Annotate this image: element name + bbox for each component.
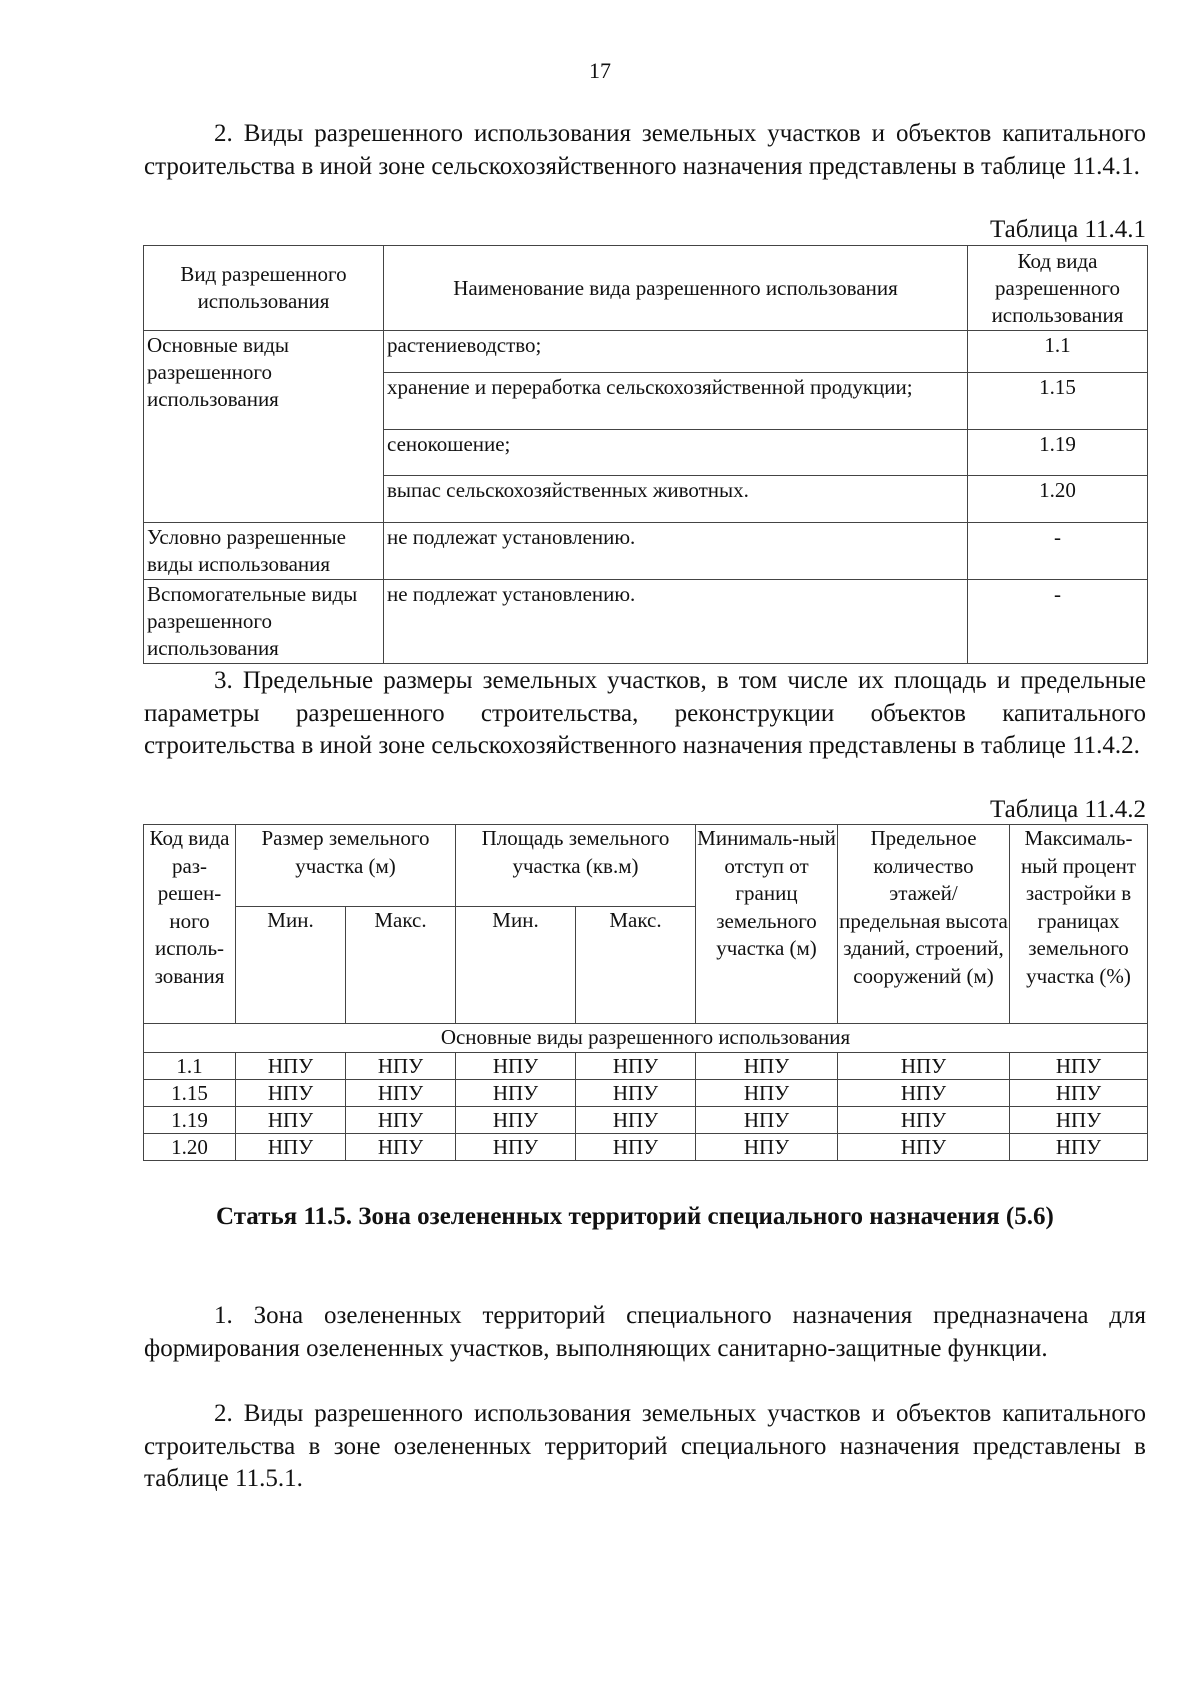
cell: НПУ (236, 1106, 346, 1133)
cell: НПУ (696, 1052, 838, 1079)
cell-code: 1.20 (144, 1133, 236, 1160)
header-use-name: Наименование вида разрешенного использования (384, 246, 968, 331)
use-code: - (968, 580, 1148, 664)
cell: НПУ (456, 1052, 576, 1079)
table-11-4-1-caption: Таблица 11.4.1 (990, 216, 1146, 243)
cell: НПУ (346, 1133, 456, 1160)
table-row (144, 523, 1148, 580)
use-name: не подлежат установлению. (384, 580, 968, 664)
section-main-uses: Основные виды разрешенного использования (144, 1024, 1148, 1053)
header-area-min: Мин. (456, 907, 576, 1024)
table-11-4-1 (143, 245, 1148, 664)
use-code: 1.15 (968, 373, 1148, 430)
header-code: Код вида раз-решен-ного исполь-зования (144, 825, 236, 1024)
cell: НПУ (346, 1106, 456, 1133)
group-conditional-uses: Условно разрешенные виды использования (144, 523, 384, 580)
cell: НПУ (838, 1106, 1010, 1133)
header-max-percent: Максималь-ный процент застройки в границах земельного участка (%) (1010, 825, 1148, 1024)
group-main-uses: Основные виды разрешенного использования (144, 331, 384, 523)
cell: НПУ (576, 1106, 696, 1133)
paragraph-zone-uses-intro (144, 118, 1146, 183)
paragraph-article-1 (144, 1300, 1146, 1365)
table-header-row (144, 246, 1148, 331)
table-11-4-2-caption: Таблица 11.4.2 (990, 796, 1146, 823)
cell: НПУ (1010, 1052, 1148, 1079)
cell: НПУ (236, 1079, 346, 1106)
cell: НПУ (576, 1079, 696, 1106)
use-code: 1.1 (968, 331, 1148, 373)
cell: НПУ (576, 1052, 696, 1079)
cell: НПУ (456, 1106, 576, 1133)
header-size-min: Мин. (236, 907, 346, 1024)
paragraph-text: 1. Зона озелененных территорий специального назначения предназначена для формирования озелененных участков, выполняющих санитарно-защитные функции. (144, 1302, 1146, 1362)
cell: НПУ (838, 1052, 1010, 1079)
header-plot-area: Площадь земельного участка (кв.м) (456, 825, 696, 907)
page-number: 17 (589, 58, 611, 83)
paragraph-text: 3. Предельные размеры земельных участков, в том числе их площадь и предельные параметры разрешенного строительства, реконструкции объектов капитального строительства в иной зоне сельскохозяйственного назначения представлены в таблице 11.4.2. (144, 667, 1146, 759)
cell: НПУ (838, 1133, 1010, 1160)
group-auxiliary-uses: Вспомогательные виды разрешенного использования (144, 580, 384, 664)
table-row (144, 331, 1148, 373)
use-code: - (968, 523, 1148, 580)
table-header-row (144, 825, 1148, 907)
cell: НПУ (236, 1052, 346, 1079)
header-plot-size: Размер земельного участка (м) (236, 825, 456, 907)
paragraph-article-2 (144, 1398, 1146, 1496)
cell: НПУ (236, 1133, 346, 1160)
table-11-4-2 (143, 824, 1148, 1161)
table-row (144, 1106, 1148, 1133)
header-min-indent: Минималь-ный отступ от границ земельного участка (м) (696, 825, 838, 1024)
use-code: 1.20 (968, 476, 1148, 523)
article-heading (144, 1200, 1146, 1234)
cell: НПУ (456, 1079, 576, 1106)
cell: НПУ (346, 1079, 456, 1106)
cell: НПУ (696, 1106, 838, 1133)
header-use-type: Вид разрешенного использования (144, 246, 384, 331)
table-row (144, 1079, 1148, 1106)
cell: НПУ (1010, 1133, 1148, 1160)
paragraph-text: 2. Виды разрешенного использования земельных участков и объектов капитального строительства в зоне озелененных территорий специального назначения представлены в таблице 11.5.1. (144, 1400, 1146, 1492)
header-max-floors: Предельное количество этажей/ предельная высота зданий, строений, сооружений (м) (838, 825, 1010, 1024)
use-code: 1.19 (968, 430, 1148, 476)
cell: НПУ (1010, 1106, 1148, 1133)
use-name: растениеводство; (384, 331, 968, 373)
header-area-max: Макс. (576, 907, 696, 1024)
table-row (144, 1133, 1148, 1160)
cell-code: 1.19 (144, 1106, 236, 1133)
table-row (144, 580, 1148, 664)
cell-code: 1.15 (144, 1079, 236, 1106)
table-row (144, 1052, 1148, 1079)
article-heading-text: Статья 11.5. Зона озелененных территорий специального назначения (5.6) (216, 1203, 1054, 1230)
section-row (144, 1024, 1148, 1053)
header-size-max: Макс. (346, 907, 456, 1024)
use-name: сенокошение; (384, 430, 968, 476)
cell: НПУ (696, 1079, 838, 1106)
cell-code: 1.1 (144, 1052, 236, 1079)
paragraph-limits (144, 665, 1146, 763)
use-name: выпас сельскохозяйственных животных. (384, 476, 968, 523)
paragraph-text: 2. Виды разрешенного использования земельных участков и объектов капитального строительства в иной зоне сельскохозяйственного назначения представлены в таблице 11.4.1. (144, 120, 1146, 180)
cell: НПУ (1010, 1079, 1148, 1106)
cell: НПУ (576, 1133, 696, 1160)
use-name: не подлежат установлению. (384, 523, 968, 580)
cell: НПУ (696, 1133, 838, 1160)
use-name: хранение и переработка сельскохозяйственной продукции; (384, 373, 968, 430)
header-use-code: Код вида разрешенного использования (968, 246, 1148, 331)
cell: НПУ (838, 1079, 1010, 1106)
cell: НПУ (456, 1133, 576, 1160)
cell: НПУ (346, 1052, 456, 1079)
